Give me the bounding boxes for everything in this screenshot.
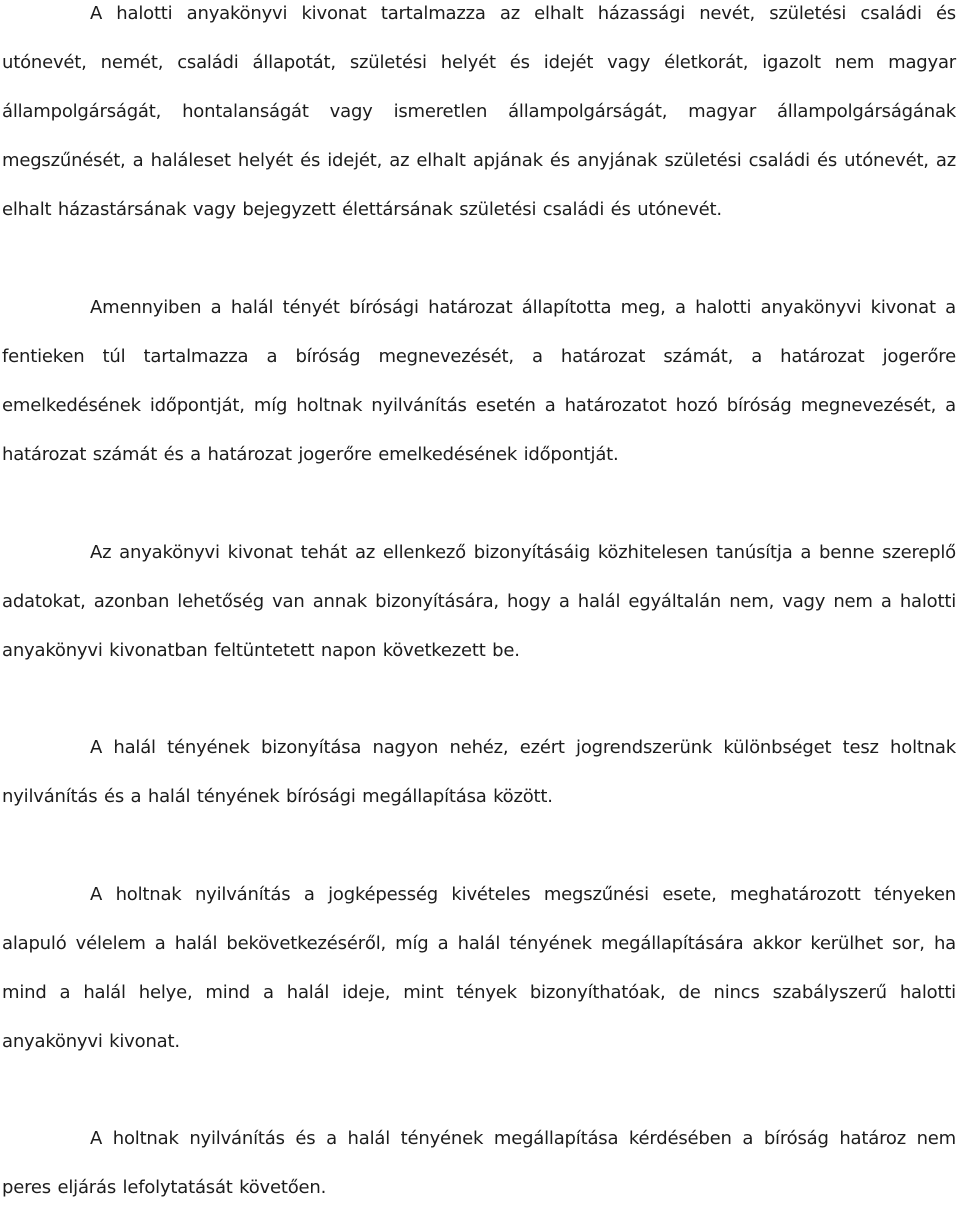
paragraph-certificate-authenticity: Az anyakönyvi kivonat tehát az ellenkező bizonyításáig közhitelesen tanúsítja a benne szereplő adatokat, azonban lehetőség van annak bizonyítására, hogy a halál egyáltalán nem, vagy nem a halotti anyakönyvi kivonatban feltüntetett napon következett be. [2,542,956,661]
paragraph-court-decision: Amennyiben a halál tényét bírósági határozat állapította meg, a halotti anyakönyvi kivonat a fentieken túl tartalmazza a bíróság megnevezését, a határozat számát, a határozat jogerőre emelkedésének időpontját, míg holtnak nyilvánítás esetén a határozatot hozó bíróság megnevezését, a határozat számát és a határozat jogerőre emelkedésének időpontját. [2,297,956,465]
paragraph-declaration-of-death: A holtnak nyilvánítás a jogképesség kivételes megszűnési esete, meghatározott tényeken alapuló vélelem a halál bekövetkezéséről, míg a halál tényének megállapítására akkor kerülhet sor, ha mind a halál helye, mind a halál ideje, mint tények bizonyíthatóak, de nincs szabályszerű halotti anyakönyvi kivonat. [2,884,956,1052]
paragraph-proof-of-death: A halál tényének bizonyítása nagyon nehéz, ezért jogrendszerünk különbséget tesz holtnak nyilvánítás és a halál tényének bírósági megállapítása között. [2,737,956,807]
paragraph-court-procedure: A holtnak nyilvánítás és a halál tényének megállapítása kérdésében a bíróság határoz nem peres eljárás lefolytatását követően. [2,1128,956,1198]
paragraph-death-certificate-contents: A halotti anyakönyvi kivonat tartalmazza az elhalt házassági nevét, születési családi és utónevét, nemét, családi állapotát, születési helyét és idejét vagy életkorát, igazolt nem magyar állampolgárságát, hontalanságát vagy ismeretlen állampolgárságát, magyar állampolgárságának megszűnését, a haláleset helyét és idejét, az elhalt apjának és anyjának születési családi és utónevét, az elhalt házastársának vagy bejegyzett élettársának születési családi és utónevét. [2,3,956,220]
